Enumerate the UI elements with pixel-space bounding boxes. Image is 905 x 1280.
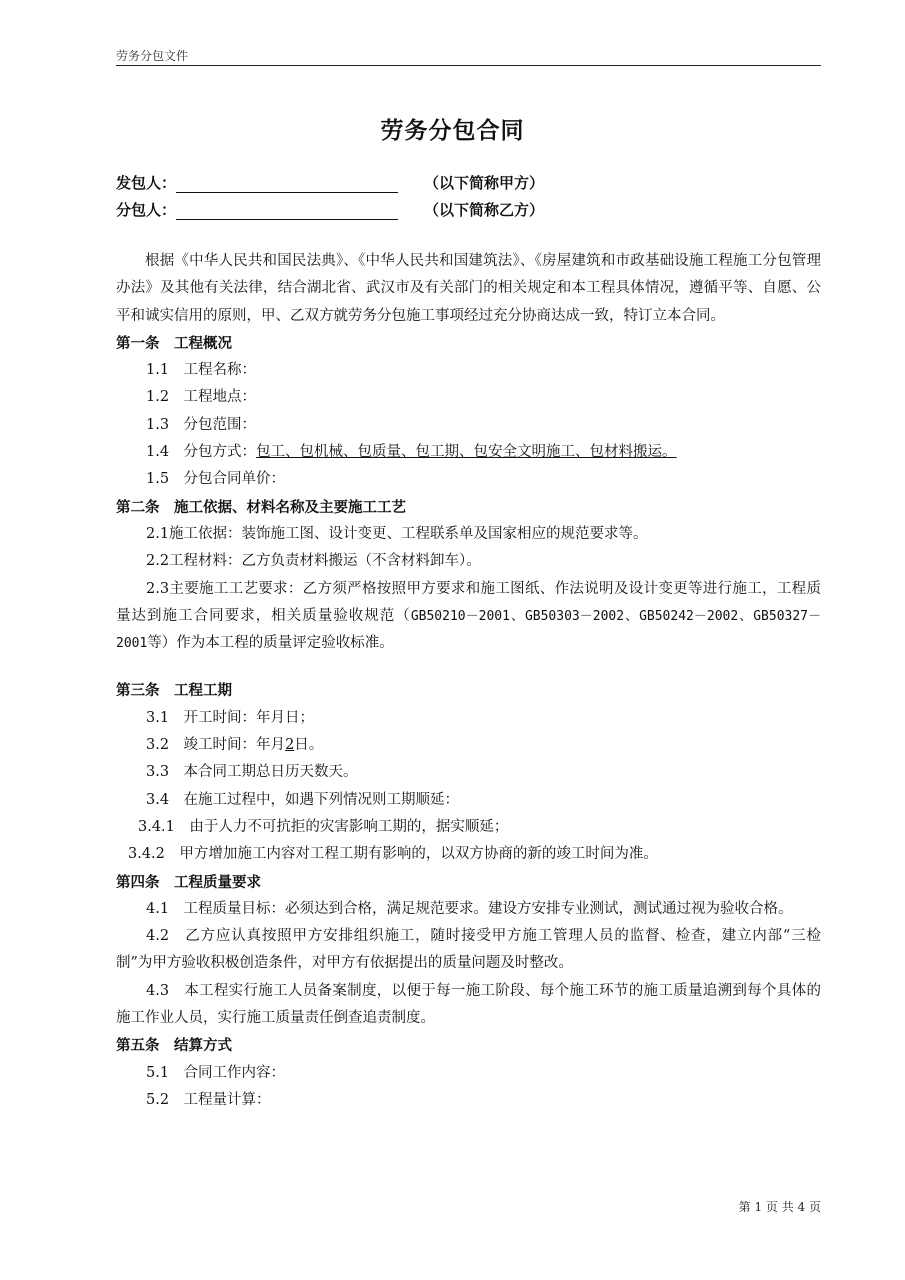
article-3-item-2-post: 日。 bbox=[294, 737, 324, 754]
party-employer-line bbox=[116, 172, 545, 193]
party-subcontractor-note: （以下简称乙方） bbox=[424, 201, 545, 219]
article-2-item-3-tail: 等）作为本工程的质量评定验收标准。 bbox=[147, 635, 394, 652]
section-spacer bbox=[116, 657, 821, 677]
article-2-item-3-text: 2.3主要施工工艺要求：乙方须严格按照甲方要求和施工图纸、作法说明及设计变更等进行施工，工程质量达到施工合同要求，相关质量验收规范（ bbox=[116, 580, 821, 624]
party-subcontractor-label: 分包人： bbox=[116, 201, 177, 219]
article-1-item-3: 1.3 分包范围： bbox=[146, 416, 257, 433]
party-employer-label: 发包人： bbox=[116, 174, 177, 192]
article-3-item-4-2: 3.4.2 甲方增加施工内容对工程工期有影响的，以双方协商的新的竣工时间为准。 bbox=[128, 846, 658, 863]
article-4-heading: 第四条 工程质量要求 bbox=[116, 873, 261, 891]
article-3-heading: 第三条 工程工期 bbox=[116, 682, 232, 700]
article-4-item-3: 4.3 本工程实行施工人员备案制度，以便于每一施工阶段、每个施工环节的施工质量追溯到每个具体的施工作业人员，实行施工质量责任倒查追责制度。 bbox=[116, 982, 821, 1027]
article-4-item-1: 4.1 工程质量目标：必须达到合格，满足规范要求。建设方安排专业测试，测试通过视为验收合格。 bbox=[146, 900, 793, 917]
intro-paragraph: 根据《中华人民共和国民法典》、《中华人民共和国建筑法》、《房屋建筑和市政基础设施工程施工分包管理办法》及其他有关法律，结合湖北省、武汉市及有关部门的相关规定和本工程具体情况，遵循平等、自愿、公平和诚实信用的原则，甲、乙双方就劳务分包施工事项经过充分协商达成一致，特订立本合同。 bbox=[116, 253, 821, 324]
article-2-item-2: 2.2工程材料：乙方负责材料搬运（不含材料卸车）。 bbox=[146, 553, 481, 570]
article-3-item-3: 3.3 本合同工期总日历天数天。 bbox=[146, 764, 358, 781]
article-3-item-1: 3.1 开工时间：年月日； bbox=[146, 709, 315, 726]
contract-body bbox=[116, 248, 821, 1114]
article-1-item-4 bbox=[116, 439, 821, 466]
article-1-item-5: 1.5 分包合同单价： bbox=[146, 471, 286, 488]
article-3-item-2-day: 2 bbox=[285, 737, 295, 754]
document-title: 劳务分包合同 bbox=[380, 117, 525, 144]
article-3-item-2-pre: 3.2 竣工时间：年月 bbox=[146, 737, 286, 754]
header-text: 劳务分包文件 bbox=[116, 49, 189, 63]
article-3-item-4: 3.4 在施工过程中，如遇下列情况则工期顺延： bbox=[146, 791, 460, 808]
party-employer-note: （以下简称甲方） bbox=[424, 174, 545, 192]
article-4-item-2: 4.2 乙方应认真按照甲方安排组织施工，随时接受甲方施工管理人员的监督、检查，建立内部“三检制”为甲方验收积极创造条件，对甲方有依据提出的质量问题及时整改。 bbox=[116, 928, 821, 972]
page-number: 第 1 页 共 4 页 bbox=[738, 1200, 821, 1214]
article-3-item-4-1: 3.4.1 由于人力不可抗拒的灾害影响工期的，据实顺延； bbox=[138, 818, 509, 835]
article-2-item-3-codes: GB50210－2001、GB50303－2002、GB50242－2002、GB50327－2001 bbox=[116, 608, 821, 652]
article-2-heading: 第二条 施工依据、材料名称及主要施工工艺 bbox=[116, 498, 406, 516]
article-1-item-2: 1.2 工程地点： bbox=[146, 389, 257, 406]
article-3-item-2 bbox=[116, 732, 821, 759]
party-subcontractor-blank[interactable] bbox=[176, 203, 398, 220]
article-5-heading: 第五条 结算方式 bbox=[116, 1037, 232, 1055]
article-1-heading: 第一条 工程概况 bbox=[116, 334, 232, 352]
article-5-item-2: 5.2 工程量计算： bbox=[146, 1091, 271, 1108]
article-1-item-4-value: 包工、包机械、包质量、包工期、包安全文明施工、包材料搬运。 bbox=[256, 444, 677, 461]
article-1-item-4-label: 1.4 分包方式： bbox=[146, 444, 257, 461]
article-1-item-1: 1.1 工程名称： bbox=[146, 362, 257, 379]
article-5-item-1: 5.1 合同工作内容： bbox=[146, 1064, 286, 1081]
party-subcontractor-line bbox=[116, 199, 545, 220]
header-divider bbox=[116, 65, 821, 66]
article-2-item-3 bbox=[116, 576, 821, 658]
party-employer-blank[interactable] bbox=[176, 176, 398, 193]
article-2-item-1: 2.1施工依据：装饰施工图、设计变更、工程联系单及国家相应的规范要求等。 bbox=[146, 525, 648, 542]
